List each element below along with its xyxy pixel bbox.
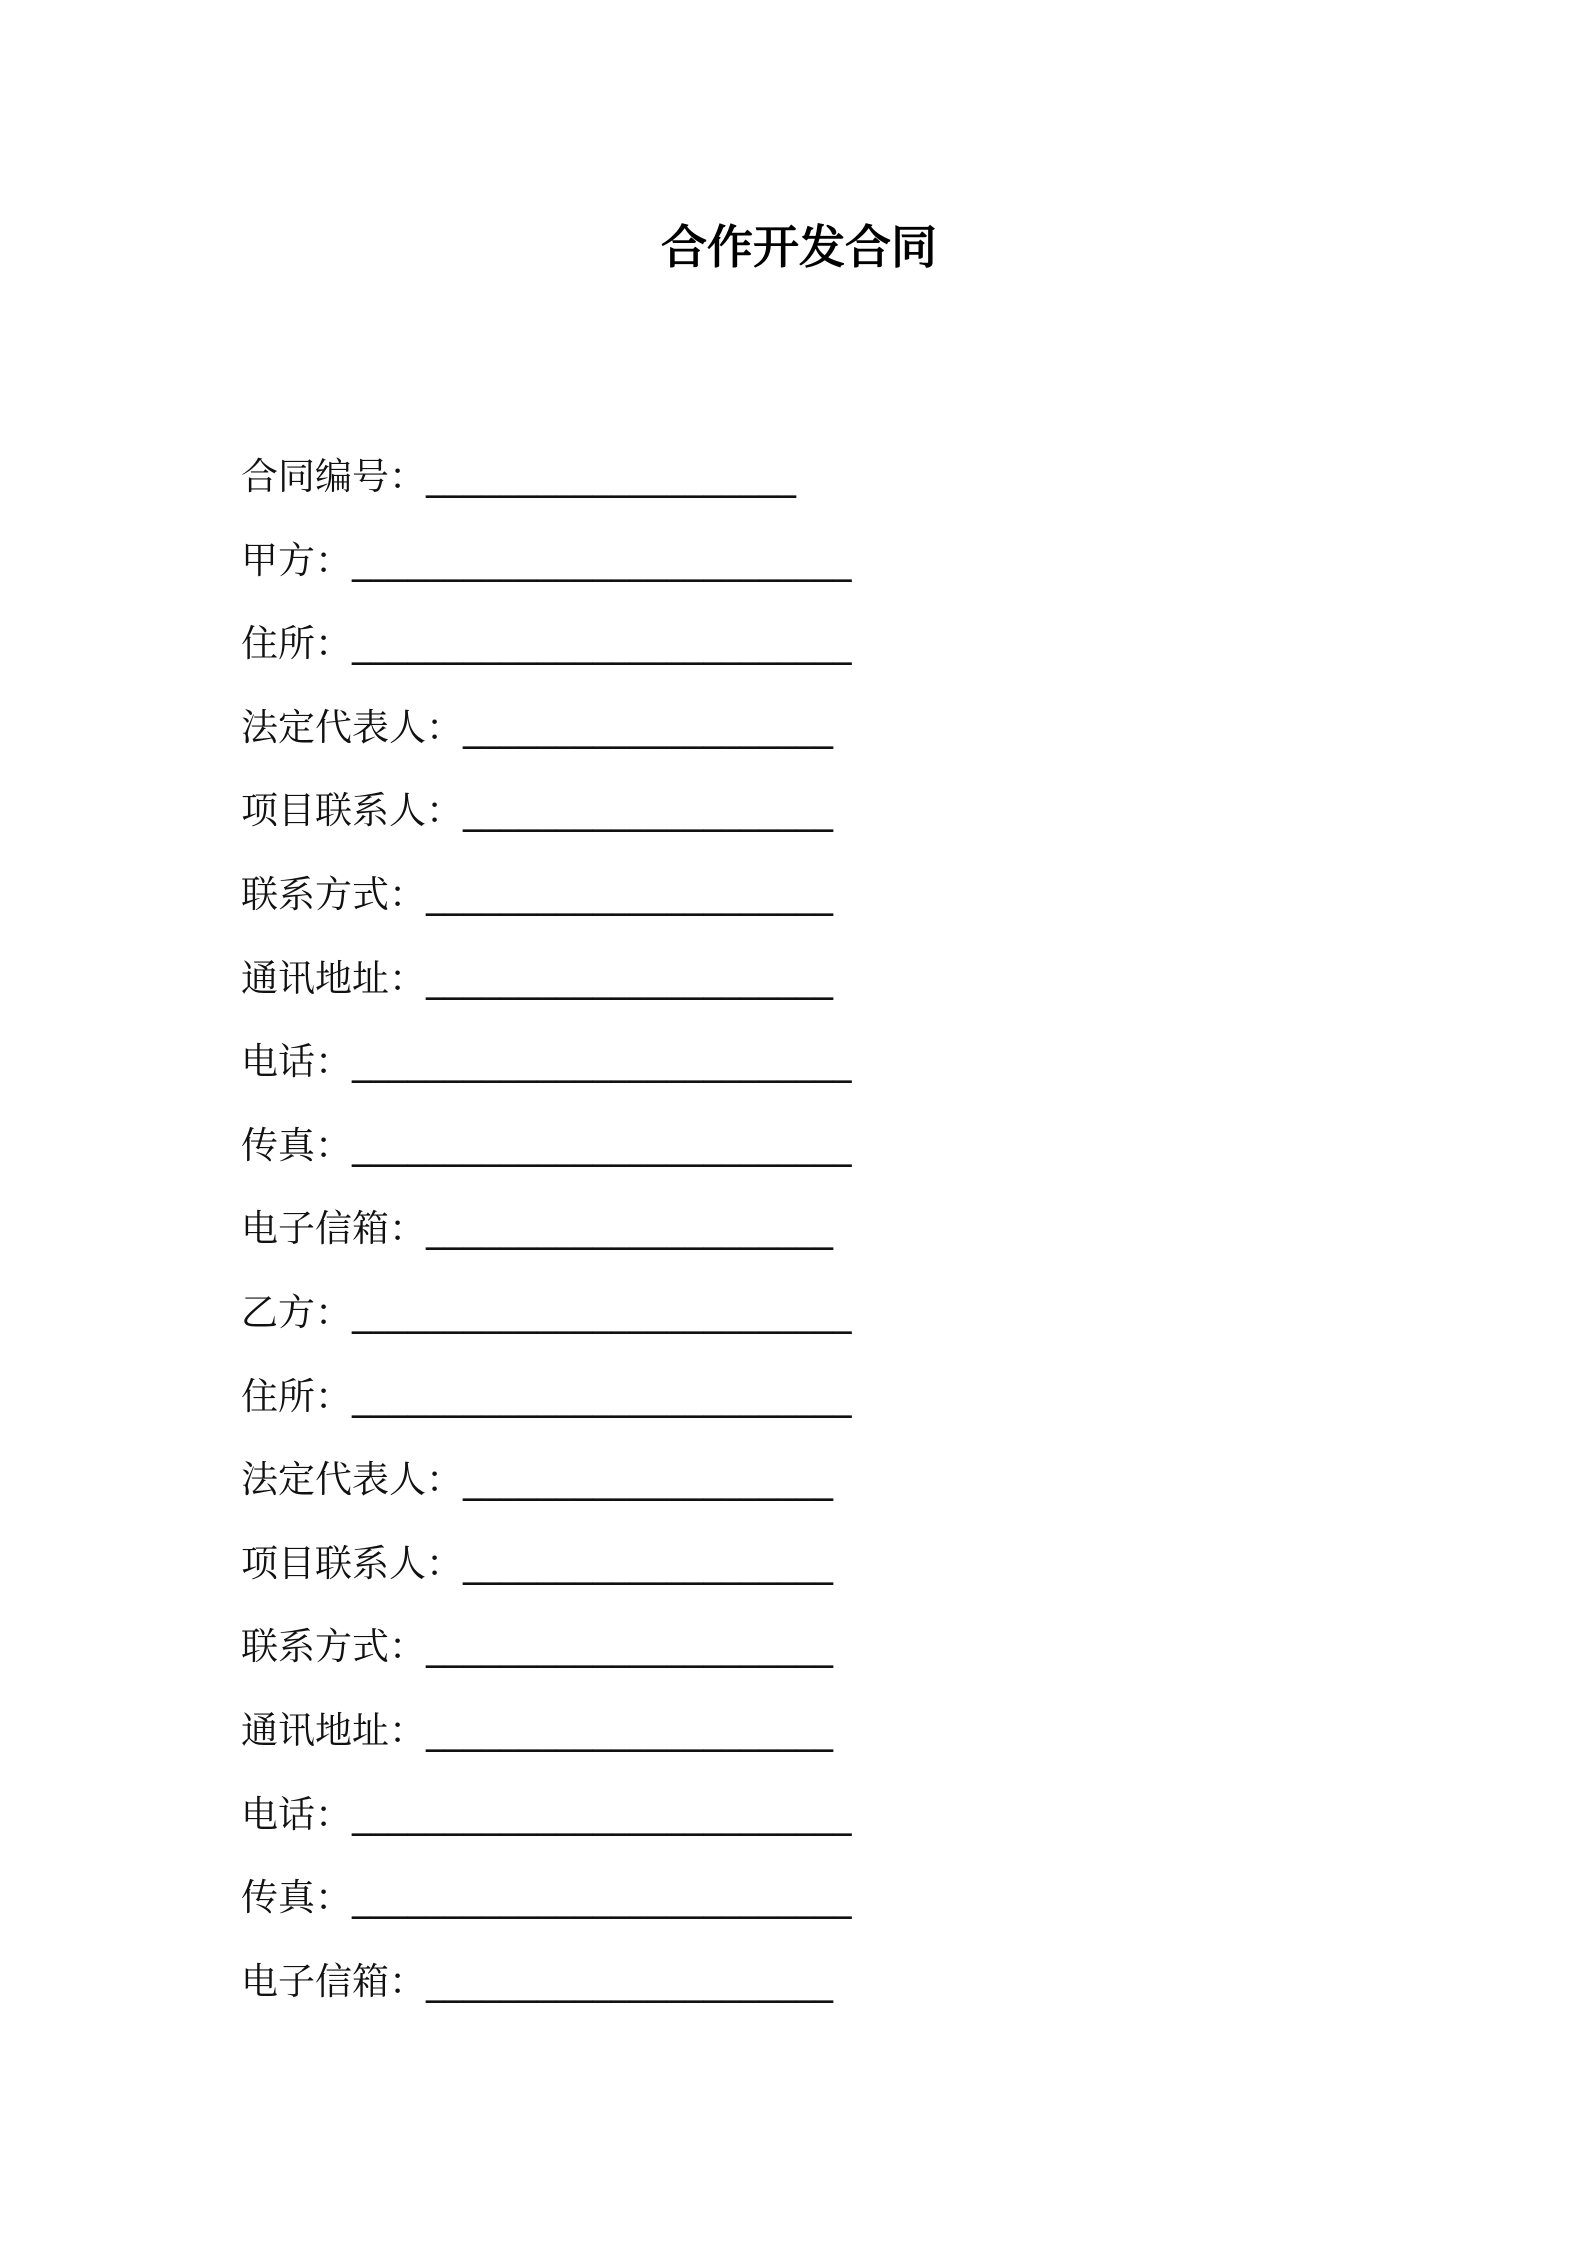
field-label: 电子信箱： [241, 1959, 426, 2003]
fill-in-blank: ____________________ [426, 455, 796, 498]
fill-in-blank: ______________________ [426, 1625, 833, 1669]
fill-in-blank: ___________________________ [352, 1123, 852, 1167]
field-label: 项目联系人： [241, 1541, 463, 1585]
party-b-mailing-address-field [241, 1689, 1341, 1773]
field-label: 电子信箱： [241, 1207, 426, 1251]
field-label: 甲方： [241, 538, 352, 582]
party-b-section [241, 1271, 1341, 2023]
party-a-section [241, 519, 1341, 1271]
party-b-address-field [241, 1355, 1341, 1439]
fill-in-blank: ____________________ [463, 1458, 833, 1502]
fill-in-blank: ____________________ [463, 789, 833, 833]
fill-in-blank: ______________________ [426, 872, 833, 916]
fill-in-blank: ____________________ [463, 705, 833, 749]
fill-in-blank: ___________________________ [352, 1040, 852, 1084]
fill-in-blank: ______________________ [426, 1708, 833, 1752]
party-b-email-field [241, 1940, 1341, 2024]
contract-info-form [241, 435, 1341, 2023]
fill-in-blank: ___________________________ [352, 1374, 852, 1418]
field-label: 法定代表人： [241, 1458, 463, 1502]
party-b-phone-field [241, 1773, 1341, 1857]
party-b-legal-representative-field [241, 1438, 1341, 1522]
fill-in-blank: ______________________ [426, 956, 833, 1000]
field-label: 乙方： [241, 1290, 352, 1334]
contract-number-field [241, 435, 1341, 519]
fill-in-blank: ___________________________ [352, 622, 852, 666]
party-a-name-field [241, 519, 1341, 603]
fill-in-blank: ___________________________ [352, 1876, 852, 1920]
party-a-phone-field [241, 1020, 1341, 1104]
field-label: 项目联系人： [241, 789, 463, 833]
fill-in-blank: ______________________ [426, 1207, 833, 1251]
party-b-fax-field [241, 1856, 1341, 1940]
field-label: 传真： [241, 1876, 352, 1920]
fill-in-blank: ____________________ [463, 1541, 833, 1585]
field-label: 通讯地址： [241, 956, 426, 1000]
party-b-contact-method-field [241, 1605, 1341, 1689]
party-b-name-field [241, 1271, 1341, 1355]
party-a-mailing-address-field [241, 937, 1341, 1021]
field-label: 住所： [241, 622, 352, 666]
field-label: 法定代表人： [241, 705, 463, 749]
party-a-project-contact-field [241, 769, 1341, 853]
party-a-address-field [241, 602, 1341, 686]
field-label: 电话： [241, 1040, 352, 1084]
field-label: 电话： [241, 1792, 352, 1836]
party-b-project-contact-field [241, 1522, 1341, 1606]
party-a-legal-representative-field [241, 686, 1341, 770]
field-label: 传真： [241, 1123, 352, 1167]
fill-in-blank: ______________________ [426, 1959, 833, 2003]
field-label: 住所： [241, 1374, 352, 1418]
field-label: 联系方式： [241, 872, 426, 916]
fill-in-blank: ___________________________ [352, 1290, 852, 1334]
fill-in-blank: ___________________________ [352, 538, 852, 582]
field-label: 合同编号： [241, 455, 426, 498]
party-a-email-field [241, 1187, 1341, 1271]
field-label: 联系方式： [241, 1625, 426, 1669]
party-a-fax-field [241, 1104, 1341, 1188]
fill-in-blank: ___________________________ [352, 1792, 852, 1836]
document-title: 合作开发合同 [661, 220, 937, 274]
field-label: 通讯地址： [241, 1708, 426, 1752]
party-a-contact-method-field [241, 853, 1341, 937]
